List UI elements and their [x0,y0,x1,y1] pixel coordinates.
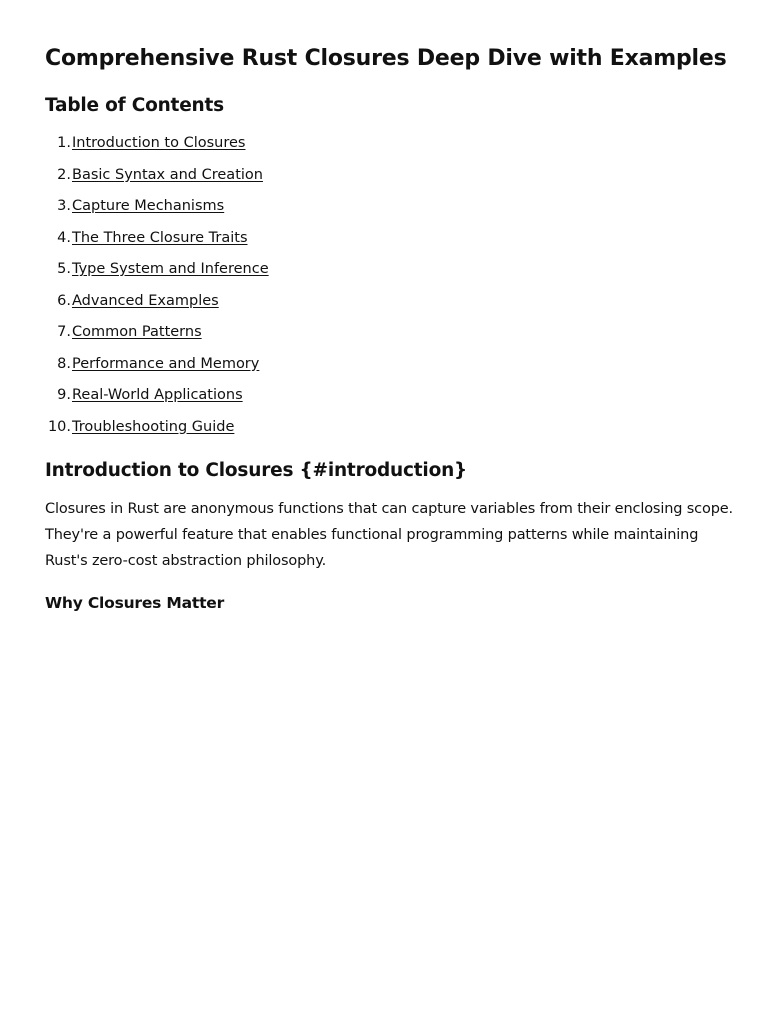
introduction-heading: Introduction to Closures {#introduction} [45,460,468,481]
toc-item [45,191,645,223]
document-title: Comprehensive Rust Closures Deep Dive with Examples [45,46,727,71]
toc-item-number: 3. [57,198,71,214]
toc-item [45,254,645,286]
toc-item [45,412,645,444]
toc-item [45,223,645,255]
toc-item-number: 5. [57,261,71,277]
introduction-paragraph: Closures in Rust are anonymous functions that can capture variables from their enclosing scope. They're a powerful feature that enables functional programming patterns while maintaining Rust's zero-cost abstraction philosophy. [45,501,733,569]
toc-link-basic-syntax[interactable]: Basic Syntax and Creation [72,166,263,183]
toc-item [45,349,645,381]
toc-item-number: 6. [57,292,71,309]
toc-heading: Table of Contents [45,95,224,116]
toc-link-closure-traits[interactable]: The Three Closure Traits [72,229,248,246]
toc-item-number: 10. [47,418,71,435]
toc-item [45,286,645,318]
toc-item-number: 2. [57,166,71,183]
toc-link-performance[interactable]: Performance and Memory [72,355,260,372]
toc-item-number: 8. [57,355,71,372]
toc-item [45,317,645,349]
toc-item [45,128,645,160]
toc-item [45,380,645,412]
toc-link-advanced-examples[interactable]: Advanced Examples [72,292,219,309]
table-of-contents [45,128,645,443]
toc-link-introduction[interactable]: Introduction to Closures [72,135,246,151]
toc-item-number: 1. [57,135,71,151]
toc-item-number: 9. [57,387,71,403]
toc-link-common-patterns[interactable]: Common Patterns [72,324,202,340]
toc-link-capture-mechanisms[interactable]: Capture Mechanisms [72,198,225,214]
toc-item-number: 7. [57,324,71,340]
toc-link-real-world[interactable]: Real-World Applications [72,387,243,403]
toc-link-type-system[interactable]: Type System and Inference [72,261,269,277]
toc-item-number: 4. [57,229,71,246]
toc-link-troubleshooting[interactable]: Troubleshooting Guide [72,418,235,435]
why-closures-matter-heading: Why Closures Matter [45,594,225,612]
toc-item [45,160,645,192]
